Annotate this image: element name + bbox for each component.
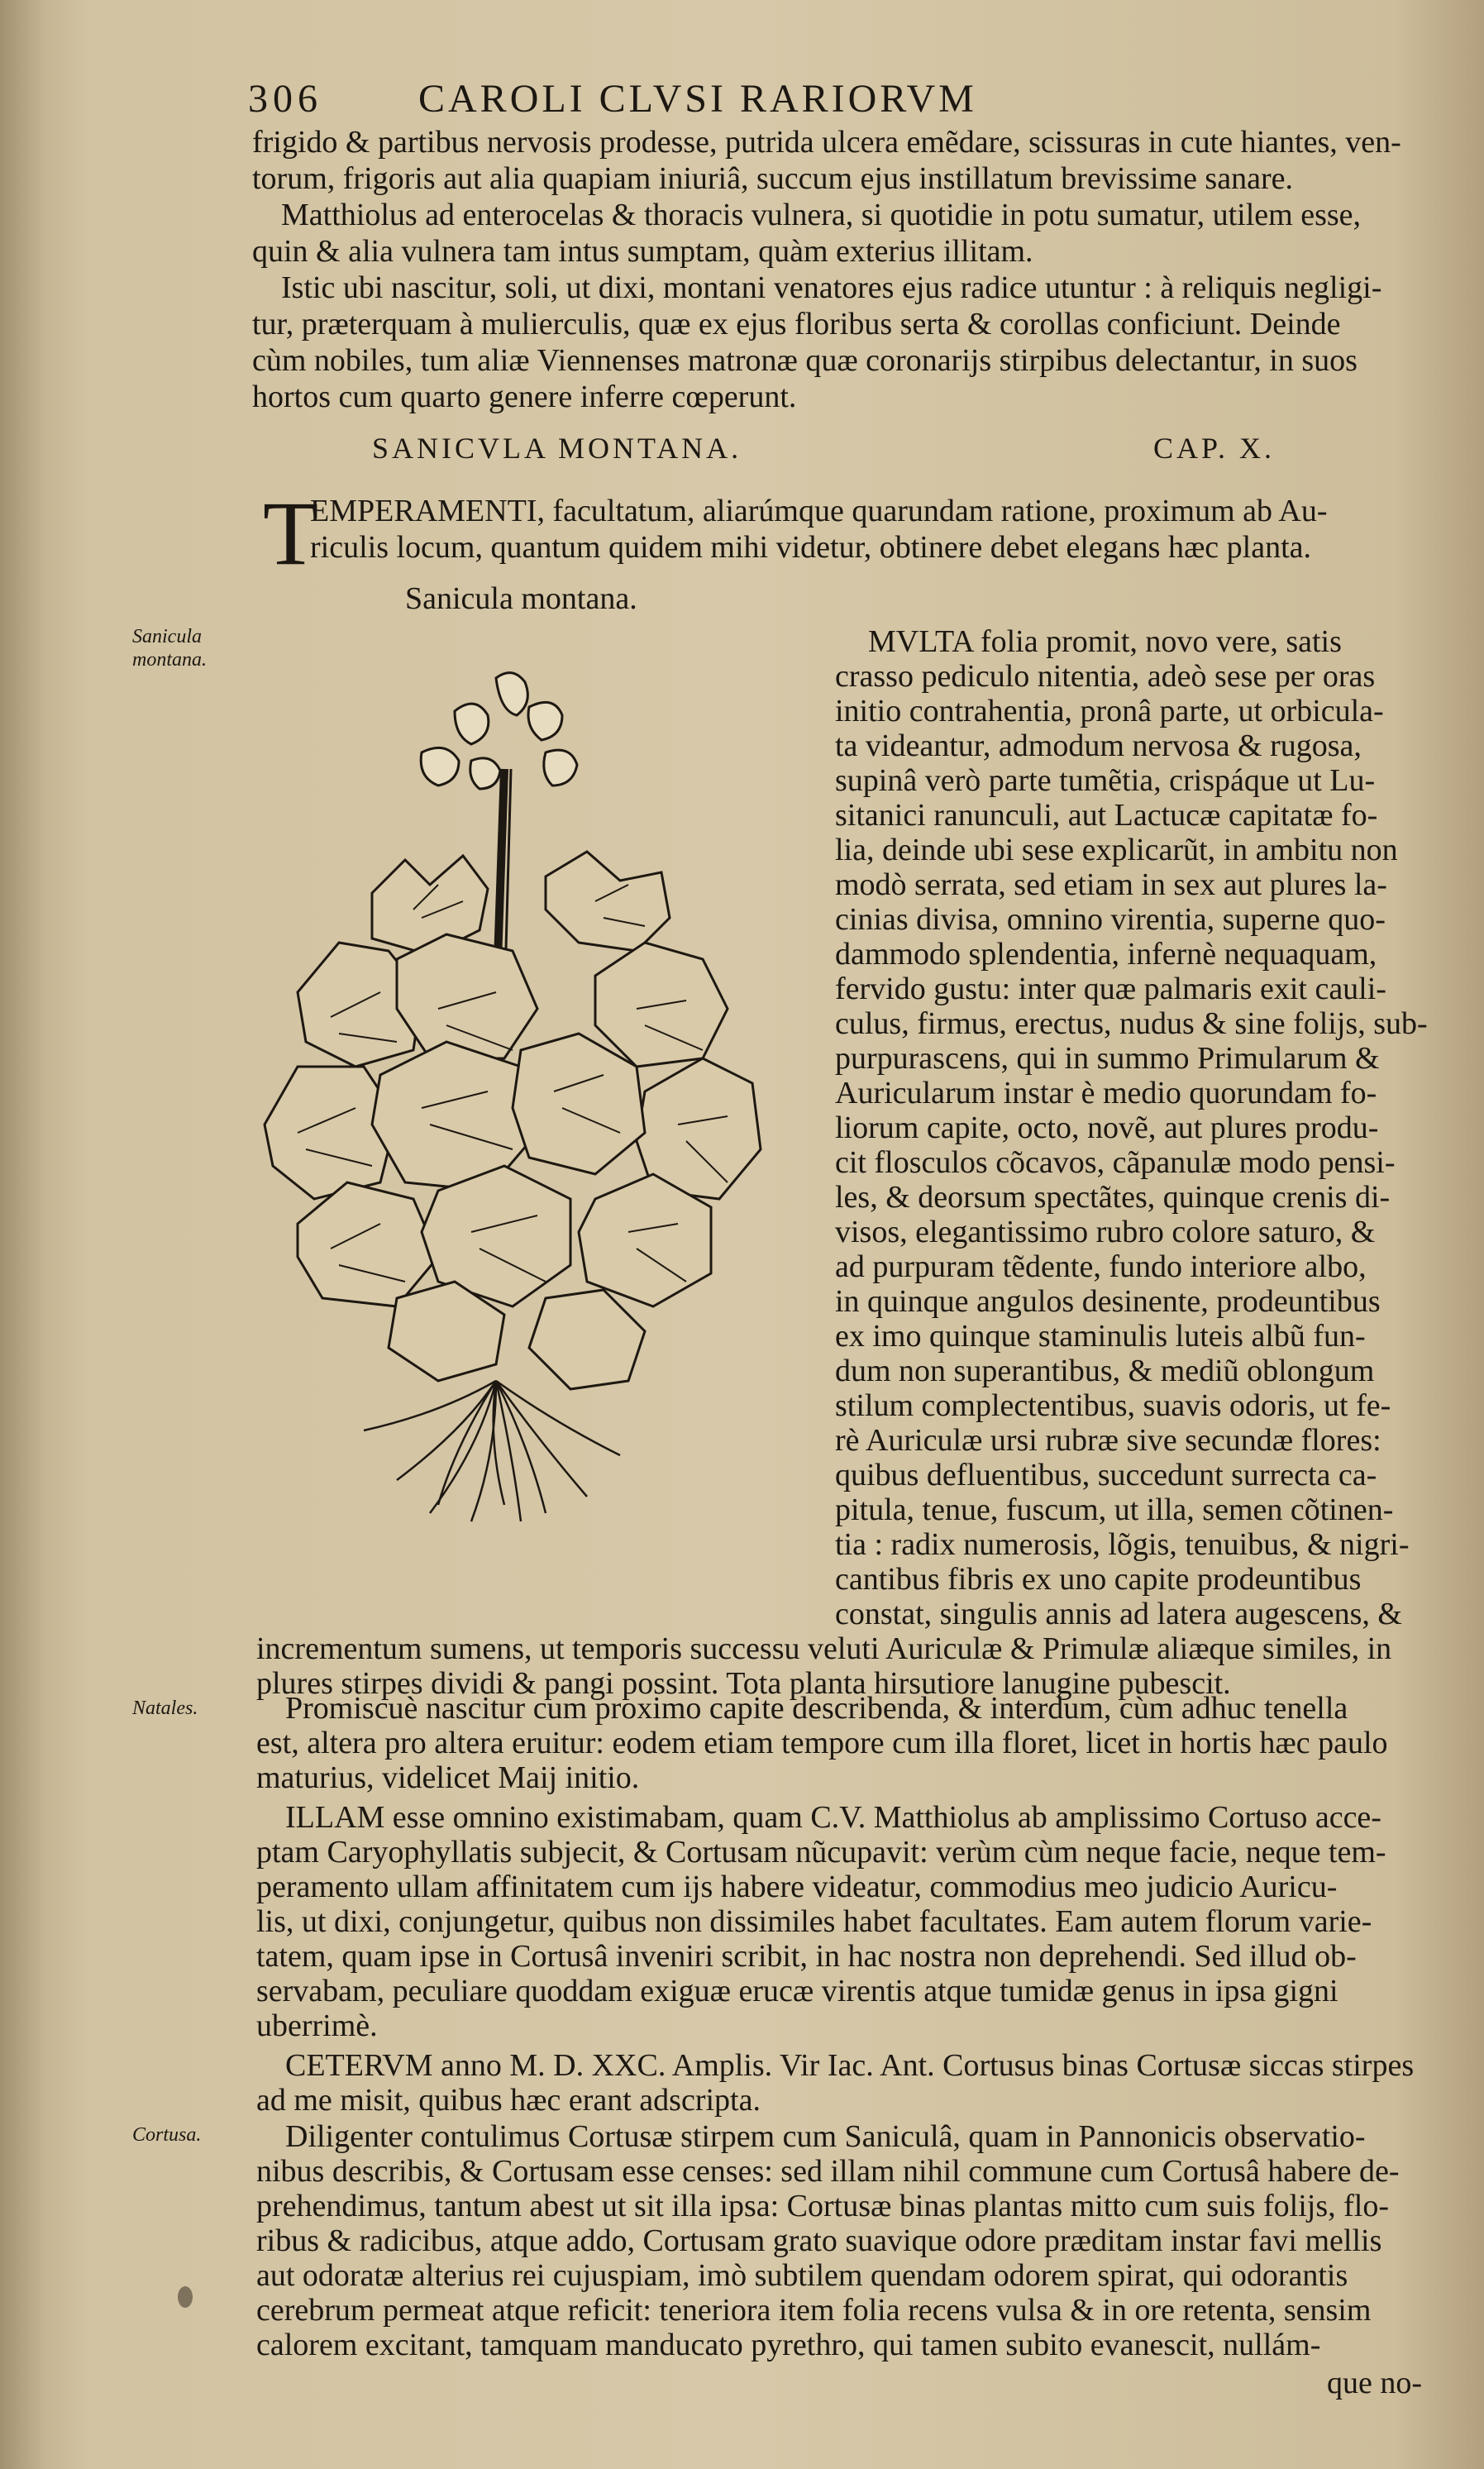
text-line: prehendimus, tantum abest ut sit illa ipsa: Cortusæ binas plantas mitto cum suis folijs, flo- bbox=[256, 2189, 1389, 2223]
text-line: ad purpuram tẽdente, fundo interiore albo, bbox=[835, 1249, 1367, 1284]
text-line: modò serrata, sed etiam in sex aut plures la- bbox=[835, 867, 1387, 902]
text-line: cit flosculos cõcavos, cãpanulæ modo pensi- bbox=[835, 1145, 1396, 1180]
plant-woodcut-illustration bbox=[248, 661, 818, 1538]
text-line: crasso pediculo nitentia, adeò sese per oras bbox=[835, 659, 1376, 694]
catchword: que no- bbox=[1327, 2366, 1423, 2400]
text-line: Matthiolus ad enterocelas & thoracis vulnera, si quotidie in potu sumatur, utilem esse, bbox=[281, 198, 1362, 232]
running-header bbox=[248, 76, 977, 122]
text-line: Istic ubi nascitur, soli, ut dixi, montani venatores ejus radice utuntur : à reliquis negligi- bbox=[281, 270, 1382, 305]
margin-caption-cortusa: Cortusa. bbox=[132, 2124, 202, 2146]
text-line: servabam, peculiare quoddam exiguæ erucæ virentis atque tumidæ genus in ipsa gigni bbox=[256, 1974, 1338, 2008]
opening-line-2: riculis locum, quantum quidem mihi videtur, obtinere debet elegans hæc planta. bbox=[310, 530, 1312, 565]
text-line: frigido & partibus nervosis prodesse, putrida ulcera emẽdare, scissuras in cute hiantes, ven- bbox=[252, 125, 1401, 160]
text-line: tia : radix numerosis, lõgis, tenuibus, & nigri- bbox=[835, 1527, 1410, 1562]
margin-caption-natales: Natales. bbox=[132, 1698, 198, 1719]
flower-cluster bbox=[421, 673, 577, 789]
text-line: torum, frigoris aut alia quapiam iniuriâ, succum ejus instillatum brevissime sanare. bbox=[252, 161, 1293, 196]
text-line: Promiscuè nascitur cum proximo capite describenda, & interdum, cùm adhuc tenella bbox=[285, 1691, 1348, 1726]
text-line: ptam Caryophyllatis subjecit, & Cortusam nũcupavit: verùm cùm neque facie, neque tem- bbox=[256, 1835, 1386, 1870]
text-line: est, altera pro altera eruitur: eodem etiam tempore cum illa floret, licet in hortis hæc paulo bbox=[256, 1726, 1388, 1760]
text-line: rè Auriculæ ursi rubræ sive secundæ flores: bbox=[835, 1423, 1381, 1458]
margin-caption-line: Sanicula bbox=[132, 626, 202, 647]
text-line: nibus describis, & Cortusam esse censes: sed illam nihil commune cum Cortusâ habere de- bbox=[256, 2154, 1400, 2189]
text-line: ad me misit, quibus hæc erant adscripta. bbox=[256, 2083, 761, 2118]
text-line: MVLTA folia promit, novo vere, satis bbox=[868, 624, 1342, 659]
text-line: ex imo quinque staminulis luteis albũ fun- bbox=[835, 1319, 1366, 1354]
text-line: incrementum sumens, ut temporis successu veluti Auriculæ & Primulæ aliæque similes, in bbox=[256, 1631, 1392, 1666]
text-line: quin & alia vulnera tam intus sumptam, quàm exterius illitam. bbox=[252, 234, 1033, 269]
text-line: initio contrahentia, pronâ parte, ut orbicula- bbox=[835, 694, 1384, 728]
ink-stain bbox=[178, 2286, 193, 2308]
text-line: tur, præterquam à mulierculis, quæ ex ejus floribus serta & corollas conficiunt. Deinde bbox=[252, 307, 1341, 341]
text-line: quibus defluentibus, succedunt surrecta ca- bbox=[835, 1458, 1377, 1492]
text-line: fervido gustu: inter quæ palmaris exit cauli- bbox=[835, 972, 1386, 1006]
text-line: cùm nobiles, tum aliæ Viennenses matronæ quæ coronarijs stirpibus delectantur, in suos bbox=[252, 343, 1358, 378]
text-line: constat, singulis annis ad latera augescens, & bbox=[835, 1597, 1402, 1631]
text-line: in quinque angulos desinente, prodeuntibus bbox=[835, 1284, 1381, 1319]
text-line: ta videantur, admodum nervosa & rugosa, bbox=[835, 728, 1362, 763]
margin-caption-line: montana. bbox=[132, 649, 207, 671]
text-line: ribus & radicibus, atque addo, Cortusam grato suavique odore præditam instar favi mellis bbox=[256, 2223, 1382, 2258]
text-line: maturius, videlicet Maij initio. bbox=[256, 1760, 640, 1795]
drop-cap: T bbox=[263, 483, 319, 584]
running-title: CAROLI CLVSI RARIORVM bbox=[418, 77, 977, 121]
text-line: aut odoratæ alterius rei cujuspiam, imò subtilem quendam odorem spirat, qui odorantis bbox=[256, 2258, 1348, 2293]
root-fibres bbox=[364, 1381, 620, 1521]
text-line: lis, ut dixi, conjungetur, quibus non dissimiles habet facultates. Eam autem florum varie- bbox=[256, 1904, 1372, 1939]
text-line: Auricularum instar è medio quorundam fo- bbox=[835, 1076, 1377, 1110]
figure-label: Sanicula montana. bbox=[405, 581, 637, 616]
text-line: cantibus fibris ex uno capite prodeuntibus bbox=[835, 1562, 1362, 1597]
text-line: tatem, quam ipse in Cortusâ inveniri scribit, in hac nostra non deprehendi. Sed illud ob- bbox=[256, 1939, 1357, 1974]
text-line: cerebrum permeat atque reficit: teneriora item folia recens vulsa & in ore retenta, sensim bbox=[256, 2293, 1372, 2328]
text-line: supinâ verò parte tumẽtia, crispáque ut Lu- bbox=[835, 763, 1376, 798]
page-gutter-shadow bbox=[0, 0, 58, 2469]
text-line: sitanici ranunculi, aut Lactucæ capitatæ fo- bbox=[835, 798, 1378, 833]
text-line: lia, deinde ubi sese explicarũt, in ambitu non bbox=[835, 833, 1398, 867]
text-line: Diligenter contulimus Cortusæ stirpem cum Saniculâ, quam in Pannonicis observatio- bbox=[285, 2119, 1366, 2154]
text-line: dum non superantibus, & mediũ oblongum bbox=[835, 1354, 1375, 1388]
text-line: liorum capite, octo, novẽ, aut plures produ- bbox=[835, 1110, 1379, 1145]
text-line: cinias divisa, omnino virentia, superne quo- bbox=[835, 902, 1386, 937]
text-line: les, & deorsum spectãtes, quinque crenis di- bbox=[835, 1180, 1391, 1215]
text-line: CETERVM anno M. D. XXC. Amplis. Vir Iac. Ant. Cortusus binas Cortusæ siccas stirpes bbox=[285, 2048, 1415, 2083]
text-line: culus, firmus, erectus, nudus & sine folijs, sub- bbox=[835, 1006, 1428, 1041]
chapter-number: CAP. X. bbox=[1153, 432, 1276, 465]
text-line: visos, elegantissimo rubro colore saturo, & bbox=[835, 1215, 1376, 1249]
opening-line-1: EMPERAMENTI, facultatum, aliarúmque quarundam ratione, proximum ab Au- bbox=[310, 494, 1328, 528]
text-line: dammodo splendentia, infernè nequaquam, bbox=[835, 937, 1377, 972]
text-line: pitula, tenue, fuscum, ut illa, semen cõtinen- bbox=[835, 1492, 1394, 1527]
text-line: plures stirpes dividi & pangi possint. Tota planta hirsutiore lanugine pubescit. bbox=[256, 1666, 1231, 1701]
text-line: uberrimè. bbox=[256, 2008, 378, 2043]
text-line: calorem excitant, tamquam manducato pyrethro, qui tamen subito evanescit, nullám- bbox=[256, 2328, 1321, 2362]
text-line: ILLAM esse omnino existimabam, quam C.V. Matthiolus ab amplissimo Cortuso acce- bbox=[285, 1800, 1381, 1835]
text-line: purpurascens, qui in summo Primularum & bbox=[835, 1041, 1380, 1076]
chapter-title: SANICVLA MONTANA. bbox=[372, 432, 742, 465]
page-number: 306 bbox=[248, 77, 322, 121]
text-line: stilum complectentibus, suavis odoris, ut fe- bbox=[835, 1388, 1391, 1423]
text-line: peramento ullam affinitatem cum ijs habere videatur, commodius meo judicio Auricu- bbox=[256, 1870, 1338, 1904]
leaf-rosette bbox=[265, 852, 761, 1389]
text-line: hortos cum quarto genere inferre cœperunt. bbox=[252, 380, 797, 414]
margin-caption-sanicula bbox=[132, 625, 207, 671]
